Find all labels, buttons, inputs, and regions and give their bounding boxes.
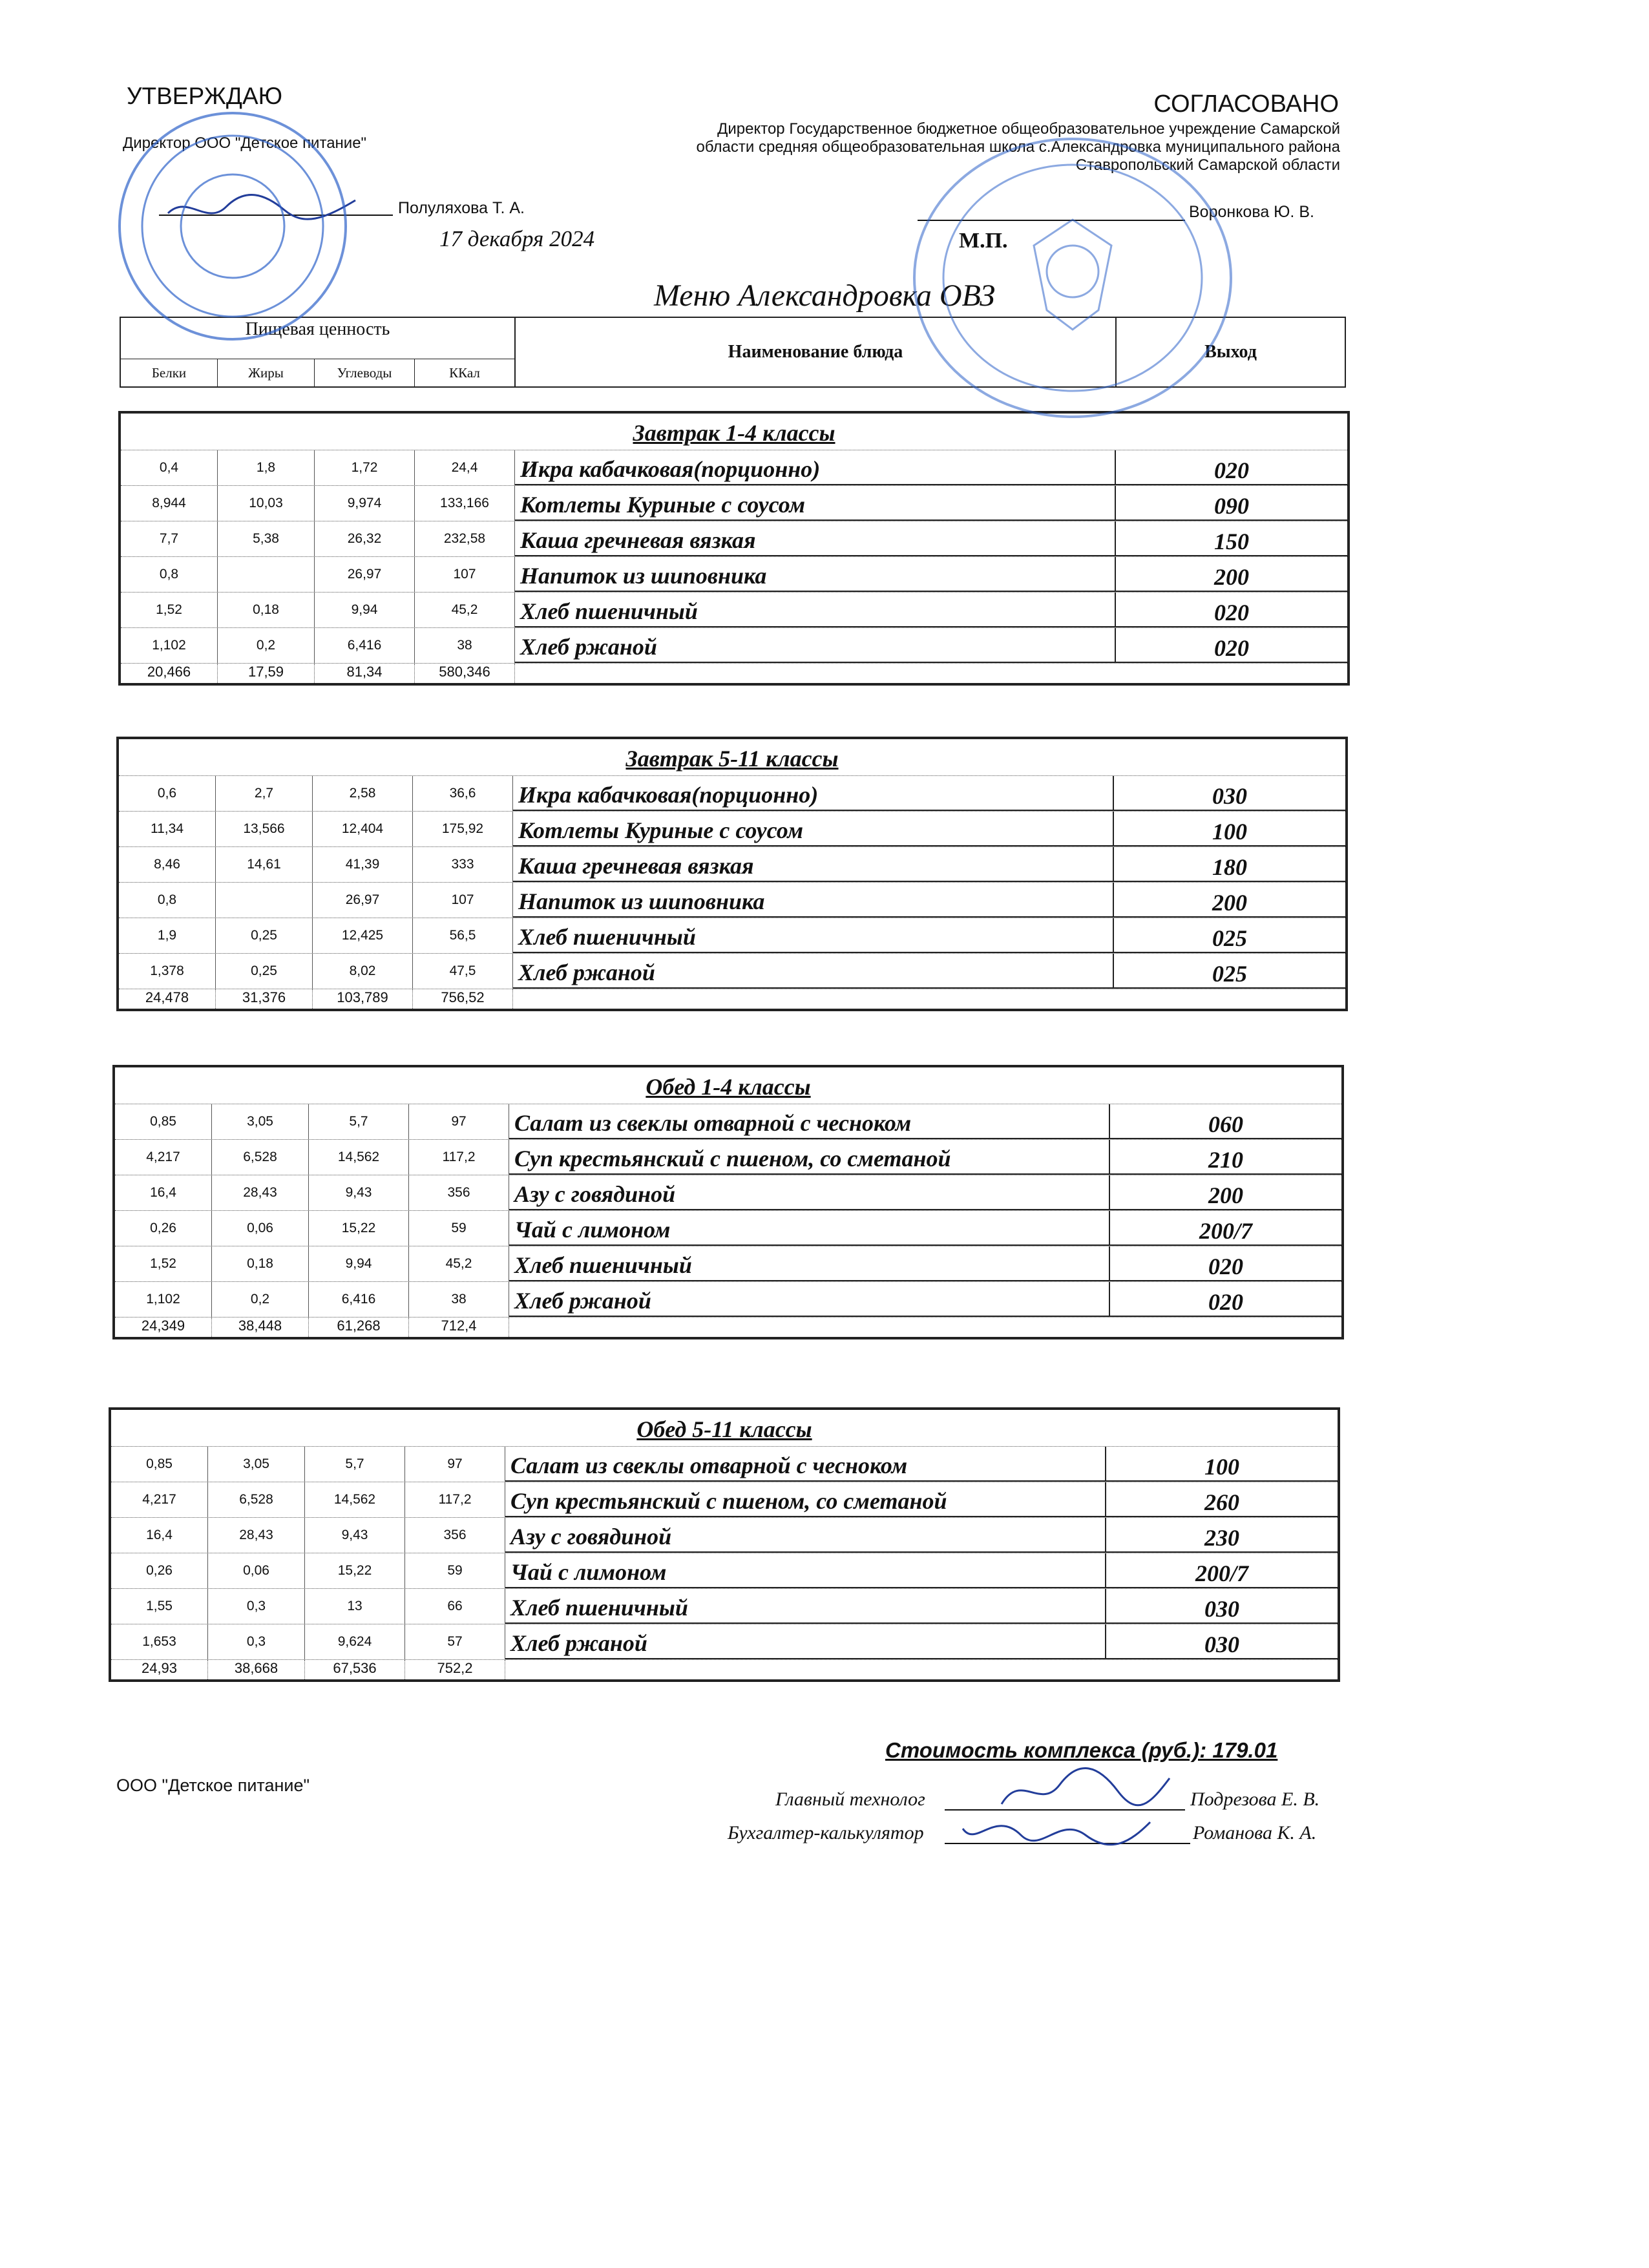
dish-header: Наименование блюда xyxy=(516,318,1117,386)
kcal-cell: 107 xyxy=(415,557,515,592)
total-cell: 38,668 xyxy=(208,1660,305,1679)
menu-row xyxy=(121,450,1347,486)
protein-cell: 0,8 xyxy=(119,883,216,918)
protein-cell: 11,34 xyxy=(119,812,216,846)
dish-name: Хлеб пшеничный xyxy=(515,593,1116,627)
kcal-cell: 45,2 xyxy=(409,1246,509,1281)
menu-row xyxy=(121,628,1347,664)
fat-cell: 0,18 xyxy=(218,593,315,627)
approval-date: 17 декабря 2024 xyxy=(439,226,595,251)
total-cell: 756,52 xyxy=(413,989,513,1009)
dish-name: Азу с говядиной xyxy=(505,1518,1106,1553)
fat-cell xyxy=(218,557,315,592)
protein-cell: 4,217 xyxy=(115,1140,212,1175)
fat-cell: 3,05 xyxy=(208,1447,305,1482)
accountant-name: Романова К. А. xyxy=(1193,1822,1317,1843)
protein-cell: 4,217 xyxy=(111,1482,208,1517)
meal-section-lunch-1-4 xyxy=(112,1065,1344,1339)
kcal-cell: 175,92 xyxy=(413,812,513,846)
dish-name: Хлеб ржаной xyxy=(513,954,1114,989)
dish-output: 025 xyxy=(1114,918,1345,953)
dish-output: 180 xyxy=(1114,847,1345,882)
accountant-label: Бухгалтер-калькулятор xyxy=(728,1822,924,1843)
agree-name: Воронкова Ю. В. xyxy=(1189,203,1314,221)
fat-cell: 6,528 xyxy=(208,1482,305,1517)
agree-position-line: области средняя общеобразовательная школа с.Александровка муниципального района xyxy=(696,138,1340,156)
technologist-name: Подрезова Е. В. xyxy=(1190,1789,1320,1810)
dish-name: Хлеб пшеничный xyxy=(513,918,1114,953)
menu-row xyxy=(111,1589,1338,1624)
protein-cell: 7,7 xyxy=(121,521,218,556)
kcal-cell: 97 xyxy=(409,1104,509,1139)
dish-output: 100 xyxy=(1106,1447,1338,1482)
total-cell: 31,376 xyxy=(216,989,313,1009)
carbs-cell: 15,22 xyxy=(305,1553,405,1588)
section-title: Обед 5-11 классы xyxy=(111,1410,1338,1447)
dish-output: 230 xyxy=(1106,1518,1338,1553)
protein-cell: 1,653 xyxy=(111,1624,208,1659)
accountant-signature xyxy=(956,1803,1163,1861)
total-cell: 67,536 xyxy=(305,1660,405,1679)
fat-cell: 5,38 xyxy=(218,521,315,556)
protein-cell: 1,55 xyxy=(111,1589,208,1624)
total-cell: 24,478 xyxy=(119,989,216,1009)
fat-cell: 0,25 xyxy=(216,954,313,989)
menu-row xyxy=(111,1447,1338,1482)
total-cell: 580,346 xyxy=(415,664,515,683)
total-cell: 103,789 xyxy=(313,989,413,1009)
footer-company: ООО "Детское питание" xyxy=(116,1776,310,1795)
total-cell: 20,466 xyxy=(121,664,218,683)
complex-cost: Стоимость комплекса (руб.): 179.01 xyxy=(885,1738,1278,1762)
dish-output: 200/7 xyxy=(1106,1553,1338,1588)
carbs-cell: 9,974 xyxy=(315,486,415,521)
carbs-cell: 1,72 xyxy=(315,450,415,485)
menu-row xyxy=(119,918,1345,954)
fat-cell: 0,06 xyxy=(208,1553,305,1588)
menu-row xyxy=(111,1624,1338,1660)
output-header: Выход xyxy=(1204,342,1257,362)
carbs-cell: 14,562 xyxy=(305,1482,405,1517)
menu-row xyxy=(115,1140,1341,1175)
fat-cell: 0,06 xyxy=(212,1211,309,1246)
dish-name: Хлеб пшеничный xyxy=(509,1246,1110,1281)
dish-output: 200 xyxy=(1110,1175,1341,1210)
protein-cell: 0,26 xyxy=(115,1211,212,1246)
menu-row xyxy=(111,1482,1338,1518)
company-stamp xyxy=(103,97,362,355)
menu-row xyxy=(119,883,1345,918)
dish-name: Суп крестьянский с пшеном, со сметаной xyxy=(509,1140,1110,1175)
menu-row xyxy=(119,812,1345,847)
fat-cell: 10,03 xyxy=(218,486,315,521)
menu-row xyxy=(115,1282,1341,1318)
protein-cell: 0,6 xyxy=(119,776,216,811)
total-cell: 752,2 xyxy=(405,1660,505,1679)
menu-row xyxy=(111,1518,1338,1553)
carbs-cell: 9,94 xyxy=(315,593,415,627)
dish-output: 025 xyxy=(1114,954,1345,989)
fat-cell: 28,43 xyxy=(212,1175,309,1210)
approve-position: Директор ООО "Детское питание" xyxy=(123,134,367,152)
menu-row xyxy=(119,847,1345,883)
school-stamp xyxy=(905,129,1241,426)
section-total-row xyxy=(115,1318,1341,1337)
protein-cell: 1,378 xyxy=(119,954,216,989)
dish-output: 020 xyxy=(1116,593,1347,627)
total-cell: 24,349 xyxy=(115,1318,212,1337)
protein-cell: 0,4 xyxy=(121,450,218,485)
carbs-cell: 12,404 xyxy=(313,812,413,846)
dish-name: Напиток из шиповника xyxy=(513,883,1114,918)
kcal-cell: 117,2 xyxy=(405,1482,505,1517)
carbs-cell: 5,7 xyxy=(305,1447,405,1482)
kcal-cell: 45,2 xyxy=(415,593,515,627)
protein-cell: 1,102 xyxy=(121,628,218,663)
dish-output: 060 xyxy=(1110,1104,1341,1139)
carbs-cell: 15,22 xyxy=(309,1211,409,1246)
dish-output: 020 xyxy=(1116,450,1347,485)
kcal-cell: 133,166 xyxy=(415,486,515,521)
carbs-cell: 6,416 xyxy=(315,628,415,663)
section-total-row xyxy=(119,989,1345,1009)
nutrition-header: Пищевая ценность xyxy=(121,318,516,359)
dish-output: 150 xyxy=(1116,521,1347,556)
carbs-cell: 26,97 xyxy=(313,883,413,918)
agree-position-line: Директор Государственное бюджетное общеобразовательное учреждение Самарской xyxy=(717,120,1340,138)
menu-row xyxy=(115,1246,1341,1282)
dish-name: Хлеб ржаной xyxy=(515,628,1116,663)
kcal-cell: 59 xyxy=(409,1211,509,1246)
dish-output: 030 xyxy=(1106,1624,1338,1659)
protein-cell: 1,52 xyxy=(121,593,218,627)
dish-output: 020 xyxy=(1110,1282,1341,1317)
kcal-cell: 38 xyxy=(409,1282,509,1317)
kcal-cell: 56,5 xyxy=(413,918,513,953)
kcal-cell: 232,58 xyxy=(415,521,515,556)
protein-cell: 0,85 xyxy=(115,1104,212,1139)
kcal-cell: 47,5 xyxy=(413,954,513,989)
fat-cell: 14,61 xyxy=(216,847,313,882)
dish-name: Икра кабачковая(порционно) xyxy=(513,776,1114,811)
carbs-cell: 13 xyxy=(305,1589,405,1624)
approve-title: УТВЕРЖДАЮ xyxy=(127,83,283,109)
kcal-cell: 356 xyxy=(409,1175,509,1210)
dish-output: 090 xyxy=(1116,486,1347,521)
dish-name: Каша гречневая вязкая xyxy=(513,847,1114,882)
document-title: Меню Александровка ОВЗ xyxy=(654,278,995,313)
dish-output: 020 xyxy=(1110,1246,1341,1281)
dish-output: 260 xyxy=(1106,1482,1338,1517)
dish-output: 020 xyxy=(1116,628,1347,663)
technologist-label: Главный технолог xyxy=(775,1789,925,1810)
carbs-header: Углеводы xyxy=(315,359,415,386)
meal-section-breakfast-1-4 xyxy=(118,411,1350,686)
carbs-cell: 5,7 xyxy=(309,1104,409,1139)
stamp-mark: М.П. xyxy=(959,229,1008,253)
kcal-cell: 333 xyxy=(413,847,513,882)
dish-output: 030 xyxy=(1106,1589,1338,1624)
section-total-row xyxy=(121,664,1347,683)
menu-row xyxy=(121,557,1347,593)
fat-cell: 0,25 xyxy=(216,918,313,953)
meal-section-lunch-5-11 xyxy=(109,1407,1340,1682)
total-cell: 38,448 xyxy=(212,1318,309,1337)
menu-row xyxy=(111,1553,1338,1589)
dish-name: Котлеты Куриные с соусом xyxy=(513,812,1114,846)
dish-name: Азу с говядиной xyxy=(509,1175,1110,1210)
carbs-cell: 41,39 xyxy=(313,847,413,882)
kcal-cell: 117,2 xyxy=(409,1140,509,1175)
dish-name: Салат из свеклы отварной с чесноком xyxy=(509,1104,1110,1139)
kcal-header: ККал xyxy=(415,359,516,386)
carbs-cell: 26,32 xyxy=(315,521,415,556)
dish-name: Салат из свеклы отварной с чесноком xyxy=(505,1447,1106,1482)
menu-row xyxy=(121,521,1347,557)
protein-cell: 1,52 xyxy=(115,1246,212,1281)
fat-cell: 0,3 xyxy=(208,1589,305,1624)
menu-row xyxy=(115,1211,1341,1246)
carbs-cell: 8,02 xyxy=(313,954,413,989)
dish-output: 200/7 xyxy=(1110,1211,1341,1246)
carbs-cell: 14,562 xyxy=(309,1140,409,1175)
kcal-cell: 36,6 xyxy=(413,776,513,811)
dish-name: Икра кабачковая(порционно) xyxy=(515,450,1116,485)
protein-cell: 0,8 xyxy=(121,557,218,592)
total-cell: 17,59 xyxy=(218,664,315,683)
fat-cell: 2,7 xyxy=(216,776,313,811)
kcal-cell: 59 xyxy=(405,1553,505,1588)
fat-cell: 0,2 xyxy=(218,628,315,663)
approve-name: Полуляхова Т. А. xyxy=(398,199,525,217)
carbs-cell: 9,43 xyxy=(309,1175,409,1210)
protein-cell: 0,85 xyxy=(111,1447,208,1482)
kcal-cell: 97 xyxy=(405,1447,505,1482)
total-cell: 61,268 xyxy=(309,1318,409,1337)
kcal-cell: 57 xyxy=(405,1624,505,1659)
fat-cell: 1,8 xyxy=(218,450,315,485)
protein-cell: 16,4 xyxy=(111,1518,208,1553)
dish-output: 200 xyxy=(1114,883,1345,918)
carbs-cell: 9,94 xyxy=(309,1246,409,1281)
protein-cell: 1,102 xyxy=(115,1282,212,1317)
section-title: Завтрак 5-11 классы xyxy=(119,739,1345,776)
dish-name: Напиток из шиповника xyxy=(515,557,1116,592)
kcal-cell: 38 xyxy=(415,628,515,663)
menu-row xyxy=(121,486,1347,521)
fat-cell: 28,43 xyxy=(208,1518,305,1553)
fat-cell: 13,566 xyxy=(216,812,313,846)
fat-cell: 0,3 xyxy=(208,1624,305,1659)
fat-cell: 0,2 xyxy=(212,1282,309,1317)
carbs-cell: 9,624 xyxy=(305,1624,405,1659)
total-cell: 712,4 xyxy=(409,1318,509,1337)
section-title: Завтрак 1-4 классы xyxy=(121,414,1347,450)
dish-name: Хлеб ржаной xyxy=(509,1282,1110,1317)
dish-output: 200 xyxy=(1116,557,1347,592)
protein-cell: 0,26 xyxy=(111,1553,208,1588)
menu-row xyxy=(119,776,1345,812)
carbs-cell: 26,97 xyxy=(315,557,415,592)
carbs-cell: 12,425 xyxy=(313,918,413,953)
dish-name: Чай с лимоном xyxy=(509,1211,1110,1246)
fat-cell: 0,18 xyxy=(212,1246,309,1281)
fat-cell xyxy=(216,883,313,918)
protein-header: Белки xyxy=(121,359,218,386)
carbs-cell: 2,58 xyxy=(313,776,413,811)
carbs-cell: 6,416 xyxy=(309,1282,409,1317)
agree-position-line: Ставропольский Самарской области xyxy=(1075,156,1340,174)
agree-title: СОГЛАСОВАНО xyxy=(1153,90,1339,118)
menu-row xyxy=(115,1175,1341,1211)
fat-header: Жиры xyxy=(218,359,315,386)
total-cell: 24,93 xyxy=(111,1660,208,1679)
kcal-cell: 66 xyxy=(405,1589,505,1624)
total-cell: 81,34 xyxy=(315,664,415,683)
dish-name: Хлеб пшеничный xyxy=(505,1589,1106,1624)
carbs-cell: 9,43 xyxy=(305,1518,405,1553)
section-title: Обед 1-4 классы xyxy=(115,1067,1341,1104)
kcal-cell: 356 xyxy=(405,1518,505,1553)
protein-cell: 8,944 xyxy=(121,486,218,521)
protein-cell: 8,46 xyxy=(119,847,216,882)
dish-name: Котлеты Куриные с соусом xyxy=(515,486,1116,521)
dish-output: 030 xyxy=(1114,776,1345,811)
menu-row xyxy=(119,954,1345,989)
kcal-cell: 107 xyxy=(413,883,513,918)
menu-row xyxy=(115,1104,1341,1140)
dish-output: 210 xyxy=(1110,1140,1341,1175)
protein-cell: 1,9 xyxy=(119,918,216,953)
menu-row xyxy=(121,593,1347,628)
dish-name: Суп крестьянский с пшеном, со сметаной xyxy=(505,1482,1106,1517)
fat-cell: 6,528 xyxy=(212,1140,309,1175)
dish-name: Хлеб ржаной xyxy=(505,1624,1106,1659)
dish-name: Чай с лимоном xyxy=(505,1553,1106,1588)
meal-section-breakfast-5-11 xyxy=(116,737,1348,1011)
kcal-cell: 24,4 xyxy=(415,450,515,485)
section-total-row xyxy=(111,1660,1338,1679)
dish-name: Каша гречневая вязкая xyxy=(515,521,1116,556)
dish-output: 100 xyxy=(1114,812,1345,846)
fat-cell: 3,05 xyxy=(212,1104,309,1139)
protein-cell: 16,4 xyxy=(115,1175,212,1210)
